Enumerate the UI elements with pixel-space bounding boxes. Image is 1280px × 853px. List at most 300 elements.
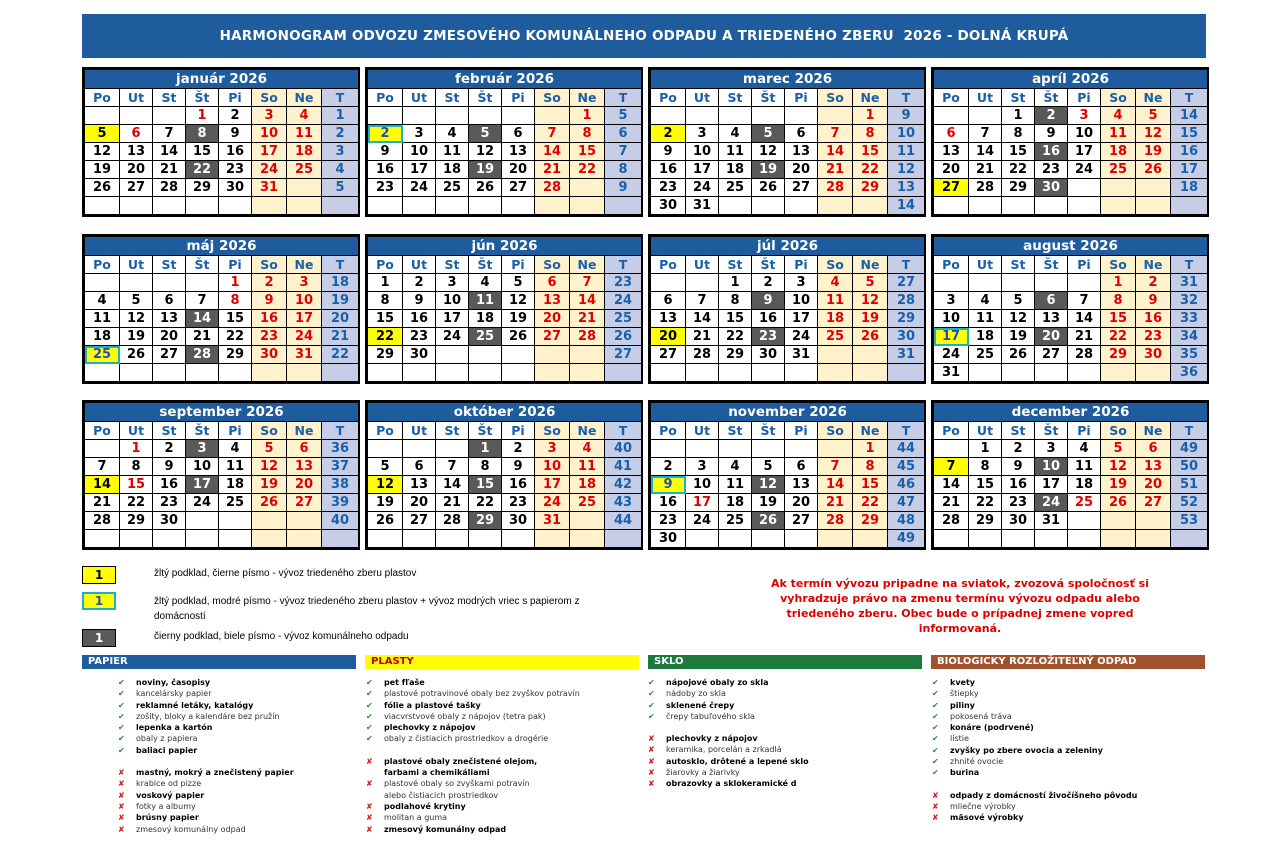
day-cell: 1 [853, 440, 888, 458]
weekday-header: Pi [1068, 422, 1101, 440]
weekday-header: Ne [287, 256, 322, 274]
accepted-item [118, 677, 398, 688]
day-cell: 11 [818, 292, 853, 310]
empty-cell [1035, 530, 1068, 548]
item-label: črepy tabuľového skla [666, 711, 755, 721]
day-cell: 12 [85, 143, 120, 161]
day-cell: 3 [535, 440, 570, 458]
day-cell: 5 [1002, 292, 1035, 310]
day-cell: 8 [969, 458, 1002, 476]
empty-cell [818, 440, 853, 458]
day-cell: 16 [219, 143, 252, 161]
empty-cell [252, 364, 287, 382]
empty-cell [570, 179, 605, 197]
day-cell: 7 [85, 458, 120, 476]
day-cell: 14 [436, 476, 469, 494]
weekday-header: Št [469, 422, 502, 440]
empty-cell [436, 346, 469, 364]
category-header-bio [931, 655, 1205, 669]
day-cell: 2 [1136, 274, 1171, 292]
day-cell: 31 [1035, 512, 1068, 530]
day-cell: 4 [219, 440, 252, 458]
weekday-header: Pi [785, 89, 818, 107]
weekday-header: Pi [1068, 89, 1101, 107]
weekday-header: St [436, 422, 469, 440]
day-cell: 4 [969, 292, 1002, 310]
day-cell: 9 [1136, 292, 1171, 310]
day-cell: 26 [1136, 161, 1171, 179]
item-label: štiepky [950, 689, 979, 699]
week-number: 28 [888, 292, 925, 310]
weekday-header: Ne [287, 422, 322, 440]
week-number: 18 [322, 274, 359, 292]
check-icon: ✔ [118, 689, 125, 699]
day-cell: 25 [1101, 161, 1136, 179]
day-cell: 4 [570, 440, 605, 458]
category-list-glass [648, 677, 928, 790]
day-cell: 4 [719, 458, 752, 476]
cross-icon: ✘ [366, 756, 373, 766]
day-cell: 16 [368, 161, 403, 179]
check-icon: ✔ [118, 678, 125, 687]
day-cell: 5 [1101, 440, 1136, 458]
day-cell: 2 [403, 274, 436, 292]
check-icon: ✔ [366, 678, 373, 687]
empty-cell [818, 107, 853, 125]
weekday-header: Ne [570, 89, 605, 107]
day-cell: 14 [85, 476, 120, 494]
day-cell: 30 [1035, 179, 1068, 197]
accepted-item [932, 700, 1212, 711]
week-number [1171, 530, 1208, 548]
day-cell: 4 [469, 274, 502, 292]
week-number: 23 [605, 274, 642, 292]
day-cell: 3 [686, 125, 719, 143]
day-cell: 3 [403, 125, 436, 143]
day-cell: 25 [719, 512, 752, 530]
empty-cell [85, 274, 120, 292]
weekday-header: St [719, 89, 752, 107]
day-cell: 16 [252, 310, 287, 328]
list-spacer [118, 756, 398, 767]
day-cell: 28 [818, 512, 853, 530]
weekday-header: Ut [403, 422, 436, 440]
weekday-header: Ut [686, 422, 719, 440]
rejected-item [648, 744, 928, 755]
accepted-item [366, 711, 646, 722]
empty-cell [502, 364, 535, 382]
item-label: mäsové výrobky [950, 813, 1024, 823]
item-label: pet fľaše [384, 678, 425, 687]
empty-cell [1068, 512, 1101, 530]
empty-cell [85, 107, 120, 125]
rejected-item [366, 801, 646, 812]
day-cell: 28 [535, 179, 570, 197]
day-cell: 29 [719, 346, 752, 364]
day-cell: 10 [535, 458, 570, 476]
week-number: 49 [1171, 440, 1208, 458]
accepted-item [366, 688, 646, 699]
day-cell: 24 [403, 179, 436, 197]
accepted-item [932, 767, 1212, 778]
day-cell: 27 [934, 179, 969, 197]
week-number: 16 [1171, 143, 1208, 161]
week-number: 5 [322, 179, 359, 197]
day-cell: 17 [1068, 143, 1101, 161]
empty-cell [1035, 197, 1068, 215]
day-cell: 28 [818, 179, 853, 197]
item-label: zhnité ovocie [950, 757, 1004, 767]
week-number: 29 [888, 310, 925, 328]
weekday-header: Pi [502, 256, 535, 274]
day-cell: 29 [186, 179, 219, 197]
empty-cell [785, 107, 818, 125]
legend-text-waste: čierny podklad, biele písmo - vývoz komunálneho odpadu [154, 631, 409, 642]
day-cell: 2 [651, 458, 686, 476]
weekday-header: Po [368, 256, 403, 274]
day-cell: 11 [1101, 125, 1136, 143]
weekday-header: So [1101, 89, 1136, 107]
item-label: alebo čistiacich prostriedkov [384, 790, 499, 800]
day-cell: 5 [469, 125, 502, 143]
empty-cell [403, 107, 436, 125]
empty-cell [934, 197, 969, 215]
weekday-header: T [1171, 256, 1208, 274]
weekday-header: T [888, 422, 925, 440]
empty-cell [570, 197, 605, 215]
day-cell: 12 [1002, 310, 1035, 328]
day-cell: 18 [570, 476, 605, 494]
weekday-header: Ne [853, 256, 888, 274]
empty-cell [719, 440, 752, 458]
week-number [1171, 197, 1208, 215]
day-cell: 24 [252, 161, 287, 179]
accepted-item [366, 700, 646, 711]
weekday-header: St [436, 89, 469, 107]
empty-cell [1068, 364, 1101, 382]
day-cell: 21 [436, 494, 469, 512]
empty-cell [120, 197, 153, 215]
day-cell: 27 [403, 512, 436, 530]
day-cell: 4 [1068, 440, 1101, 458]
day-cell: 6 [651, 292, 686, 310]
empty-cell [436, 530, 469, 548]
day-cell: 22 [219, 328, 252, 346]
month-calendar [82, 400, 360, 550]
month-calendar [365, 234, 643, 384]
week-number: 40 [605, 440, 642, 458]
empty-cell [287, 364, 322, 382]
accepted-item [932, 745, 1212, 756]
day-cell: 3 [934, 292, 969, 310]
day-cell: 31 [287, 346, 322, 364]
empty-cell [651, 274, 686, 292]
accepted-item [932, 688, 1212, 699]
month-calendar [931, 67, 1209, 217]
empty-cell [535, 197, 570, 215]
day-cell: 26 [853, 328, 888, 346]
day-cell: 19 [85, 161, 120, 179]
day-cell: 18 [1068, 476, 1101, 494]
weekday-header: Po [368, 89, 403, 107]
empty-cell [934, 530, 969, 548]
day-cell: 12 [752, 476, 785, 494]
empty-cell [502, 346, 535, 364]
cross-icon: ✘ [932, 801, 939, 811]
day-cell: 30 [752, 346, 785, 364]
list-spacer [366, 745, 646, 756]
weekday-header: So [535, 89, 570, 107]
day-cell: 21 [1068, 328, 1101, 346]
accepted-item [366, 722, 646, 733]
rejected-item [366, 778, 646, 789]
item-label: mliečne výrobky [950, 801, 1016, 811]
empty-cell [818, 346, 853, 364]
item-label: piliny [950, 700, 975, 710]
empty-cell [186, 274, 219, 292]
empty-cell [153, 364, 186, 382]
item-label: zmesový komunálny odpad [384, 824, 507, 834]
day-cell: 25 [219, 494, 252, 512]
weekday-header: Ne [1136, 256, 1171, 274]
day-cell: 30 [651, 530, 686, 548]
cross-icon: ✘ [118, 813, 125, 823]
accepted-item [118, 722, 398, 733]
week-number: 17 [1171, 161, 1208, 179]
empty-cell [570, 364, 605, 382]
rejected-item [366, 812, 646, 823]
empty-cell [1068, 179, 1101, 197]
empty-cell [186, 512, 219, 530]
day-cell: 30 [651, 197, 686, 215]
day-cell: 8 [1101, 292, 1136, 310]
item-label: sklenené črepy [666, 700, 735, 710]
weekday-header: T [1171, 422, 1208, 440]
day-cell: 13 [785, 143, 818, 161]
empty-cell [287, 197, 322, 215]
day-cell: 11 [719, 476, 752, 494]
month-calendar [648, 234, 926, 384]
week-number: 52 [1171, 494, 1208, 512]
day-cell: 23 [368, 179, 403, 197]
day-cell: 20 [153, 328, 186, 346]
check-icon: ✔ [648, 689, 655, 699]
day-cell: 18 [85, 328, 120, 346]
week-number: 22 [322, 346, 359, 364]
weekday-header: St [1002, 256, 1035, 274]
day-cell: 3 [1068, 107, 1101, 125]
empty-cell [469, 107, 502, 125]
day-cell: 7 [535, 125, 570, 143]
weekday-header: So [535, 422, 570, 440]
weekday-header: Po [85, 256, 120, 274]
day-cell: 23 [219, 161, 252, 179]
week-number: 46 [888, 476, 925, 494]
empty-cell [403, 197, 436, 215]
weekday-header: Ne [853, 89, 888, 107]
day-cell: 23 [1035, 161, 1068, 179]
day-cell: 8 [853, 458, 888, 476]
weekday-header: Št [1035, 422, 1068, 440]
weekday-header: Pi [219, 89, 252, 107]
month-title: január 2026 [85, 70, 359, 89]
day-cell: 13 [403, 476, 436, 494]
day-cell: 2 [502, 440, 535, 458]
day-cell: 14 [186, 310, 219, 328]
day-cell: 21 [186, 328, 219, 346]
empty-cell [719, 364, 752, 382]
empty-cell [1136, 512, 1171, 530]
week-number: 49 [888, 530, 925, 548]
day-cell: 24 [436, 328, 469, 346]
day-cell: 22 [719, 328, 752, 346]
empty-cell [651, 107, 686, 125]
day-cell: 29 [368, 346, 403, 364]
empty-cell [1035, 274, 1068, 292]
accepted-item [366, 677, 646, 688]
day-cell: 13 [120, 143, 153, 161]
empty-cell [651, 364, 686, 382]
rejected-item [366, 790, 646, 801]
check-icon: ✔ [932, 757, 939, 767]
day-cell: 6 [403, 458, 436, 476]
day-cell: 16 [651, 161, 686, 179]
day-cell: 8 [719, 292, 752, 310]
day-cell: 6 [535, 274, 570, 292]
day-cell: 10 [186, 458, 219, 476]
day-cell: 13 [535, 292, 570, 310]
weekday-header: Ut [686, 89, 719, 107]
day-cell: 20 [1136, 476, 1171, 494]
week-number: 14 [1171, 107, 1208, 125]
empty-cell [120, 530, 153, 548]
day-cell: 18 [719, 494, 752, 512]
check-icon: ✔ [366, 711, 373, 721]
weekday-header: Po [368, 422, 403, 440]
cross-icon: ✘ [648, 779, 655, 789]
weekday-header: Št [1035, 89, 1068, 107]
empty-cell [1101, 530, 1136, 548]
month-title: máj 2026 [85, 237, 359, 256]
day-cell: 6 [120, 125, 153, 143]
accepted-item [366, 733, 646, 744]
day-cell: 20 [502, 161, 535, 179]
item-label: mastný, mokrý a znečistený papier [136, 768, 294, 778]
empty-cell [368, 440, 403, 458]
day-cell: 16 [153, 476, 186, 494]
empty-cell [153, 197, 186, 215]
day-cell: 9 [502, 458, 535, 476]
empty-cell [368, 107, 403, 125]
day-cell: 1 [969, 440, 1002, 458]
empty-cell [153, 274, 186, 292]
day-cell: 3 [686, 458, 719, 476]
weekday-header: Št [186, 89, 219, 107]
day-cell: 29 [219, 346, 252, 364]
week-number: 21 [322, 328, 359, 346]
day-cell: 14 [686, 310, 719, 328]
empty-cell [1101, 364, 1136, 382]
week-number: 4 [322, 161, 359, 179]
weekday-header: Št [752, 256, 785, 274]
day-cell: 19 [252, 476, 287, 494]
week-number: 36 [322, 440, 359, 458]
day-cell: 27 [1136, 494, 1171, 512]
day-cell: 21 [85, 494, 120, 512]
day-cell: 17 [436, 310, 469, 328]
weekday-header: Pi [502, 422, 535, 440]
legend-text-plastics: žltý podklad, čierne písmo - vývoz triedeného zberu plastov [154, 568, 417, 579]
cross-icon: ✘ [118, 768, 125, 778]
day-cell: 26 [752, 512, 785, 530]
weekday-header: Po [934, 422, 969, 440]
check-icon: ✔ [366, 689, 373, 699]
week-number: 9 [605, 179, 642, 197]
empty-cell [186, 530, 219, 548]
list-spacer [648, 722, 928, 733]
day-cell: 4 [436, 125, 469, 143]
empty-cell [219, 512, 252, 530]
item-label: obaly z papiera [136, 734, 198, 744]
day-cell: 16 [502, 476, 535, 494]
rejected-item [366, 767, 646, 778]
day-cell: 20 [1035, 328, 1068, 346]
day-cell: 25 [719, 179, 752, 197]
day-cell: 18 [469, 310, 502, 328]
day-cell: 13 [1035, 310, 1068, 328]
month-calendar [648, 67, 926, 217]
day-cell: 27 [535, 328, 570, 346]
week-number: 43 [605, 494, 642, 512]
day-cell: 28 [186, 346, 219, 364]
day-cell: 3 [1035, 440, 1068, 458]
item-label: obrazovky a sklokeramické d [666, 779, 797, 789]
day-cell: 18 [719, 161, 752, 179]
empty-cell [120, 274, 153, 292]
week-number: 47 [888, 494, 925, 512]
day-cell: 1 [469, 440, 502, 458]
empty-cell [818, 364, 853, 382]
day-cell: 8 [1002, 125, 1035, 143]
day-cell: 9 [1035, 125, 1068, 143]
day-cell: 12 [502, 292, 535, 310]
day-cell: 22 [853, 494, 888, 512]
weekday-header: Po [85, 89, 120, 107]
empty-cell [502, 107, 535, 125]
week-number: 10 [888, 125, 925, 143]
week-number: 45 [888, 458, 925, 476]
day-cell: 29 [1002, 179, 1035, 197]
day-cell: 9 [403, 292, 436, 310]
rejected-item [648, 733, 928, 744]
day-cell: 24 [1035, 494, 1068, 512]
week-number [322, 197, 359, 215]
accepted-item [118, 688, 398, 699]
empty-cell [85, 364, 120, 382]
month-calendar [931, 234, 1209, 384]
weekday-header: So [818, 89, 853, 107]
week-number: 27 [605, 346, 642, 364]
holiday-notice: Ak termín vývozu pripadne na sviatok, zvozová spoločnosť si vyhradzuje právo na zmenu termínu vývozu odpadu alebo triedeného zberu. Obec bude o prípadnej zmene vopred informovaná. [770, 577, 1149, 635]
day-cell: 13 [651, 310, 686, 328]
empty-cell [436, 440, 469, 458]
empty-cell [219, 197, 252, 215]
weekday-header: T [322, 256, 359, 274]
day-cell: 16 [1136, 310, 1171, 328]
item-label: kvety [950, 678, 975, 687]
category-title: SKLO [654, 656, 684, 667]
empty-cell [368, 197, 403, 215]
